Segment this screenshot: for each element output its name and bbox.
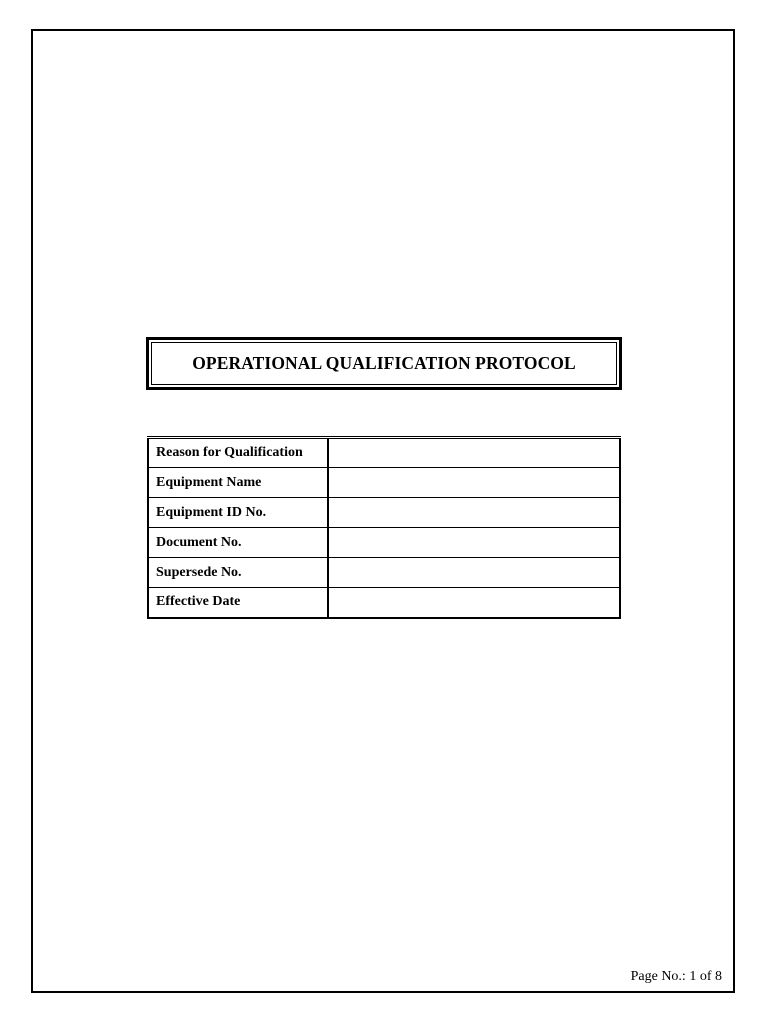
title-box — [146, 337, 622, 390]
field-label-document-no: Document No. — [148, 528, 328, 558]
field-value-equipment-name — [328, 468, 620, 498]
field-value-effective-date — [328, 588, 620, 618]
field-label-reason: Reason for Qualification — [148, 438, 328, 468]
page-number: Page No.: 1 of 8 — [630, 969, 722, 984]
field-label-effective-date: Effective Date — [148, 588, 328, 618]
field-value-reason — [328, 438, 620, 468]
table-row — [148, 498, 620, 528]
table-row — [148, 438, 620, 468]
table-row — [148, 528, 620, 558]
field-value-supersede-no — [328, 558, 620, 588]
table-row — [148, 588, 620, 618]
field-value-document-no — [328, 528, 620, 558]
field-label-equipment-id: Equipment ID No. — [148, 498, 328, 528]
table-row — [148, 468, 620, 498]
field-label-supersede-no: Supersede No. — [148, 558, 328, 588]
document-info-table — [147, 436, 621, 619]
table-row — [148, 558, 620, 588]
field-value-equipment-id — [328, 498, 620, 528]
document-title: OPERATIONAL QUALIFICATION PROTOCOL — [151, 342, 617, 385]
field-label-equipment-name: Equipment Name — [148, 468, 328, 498]
